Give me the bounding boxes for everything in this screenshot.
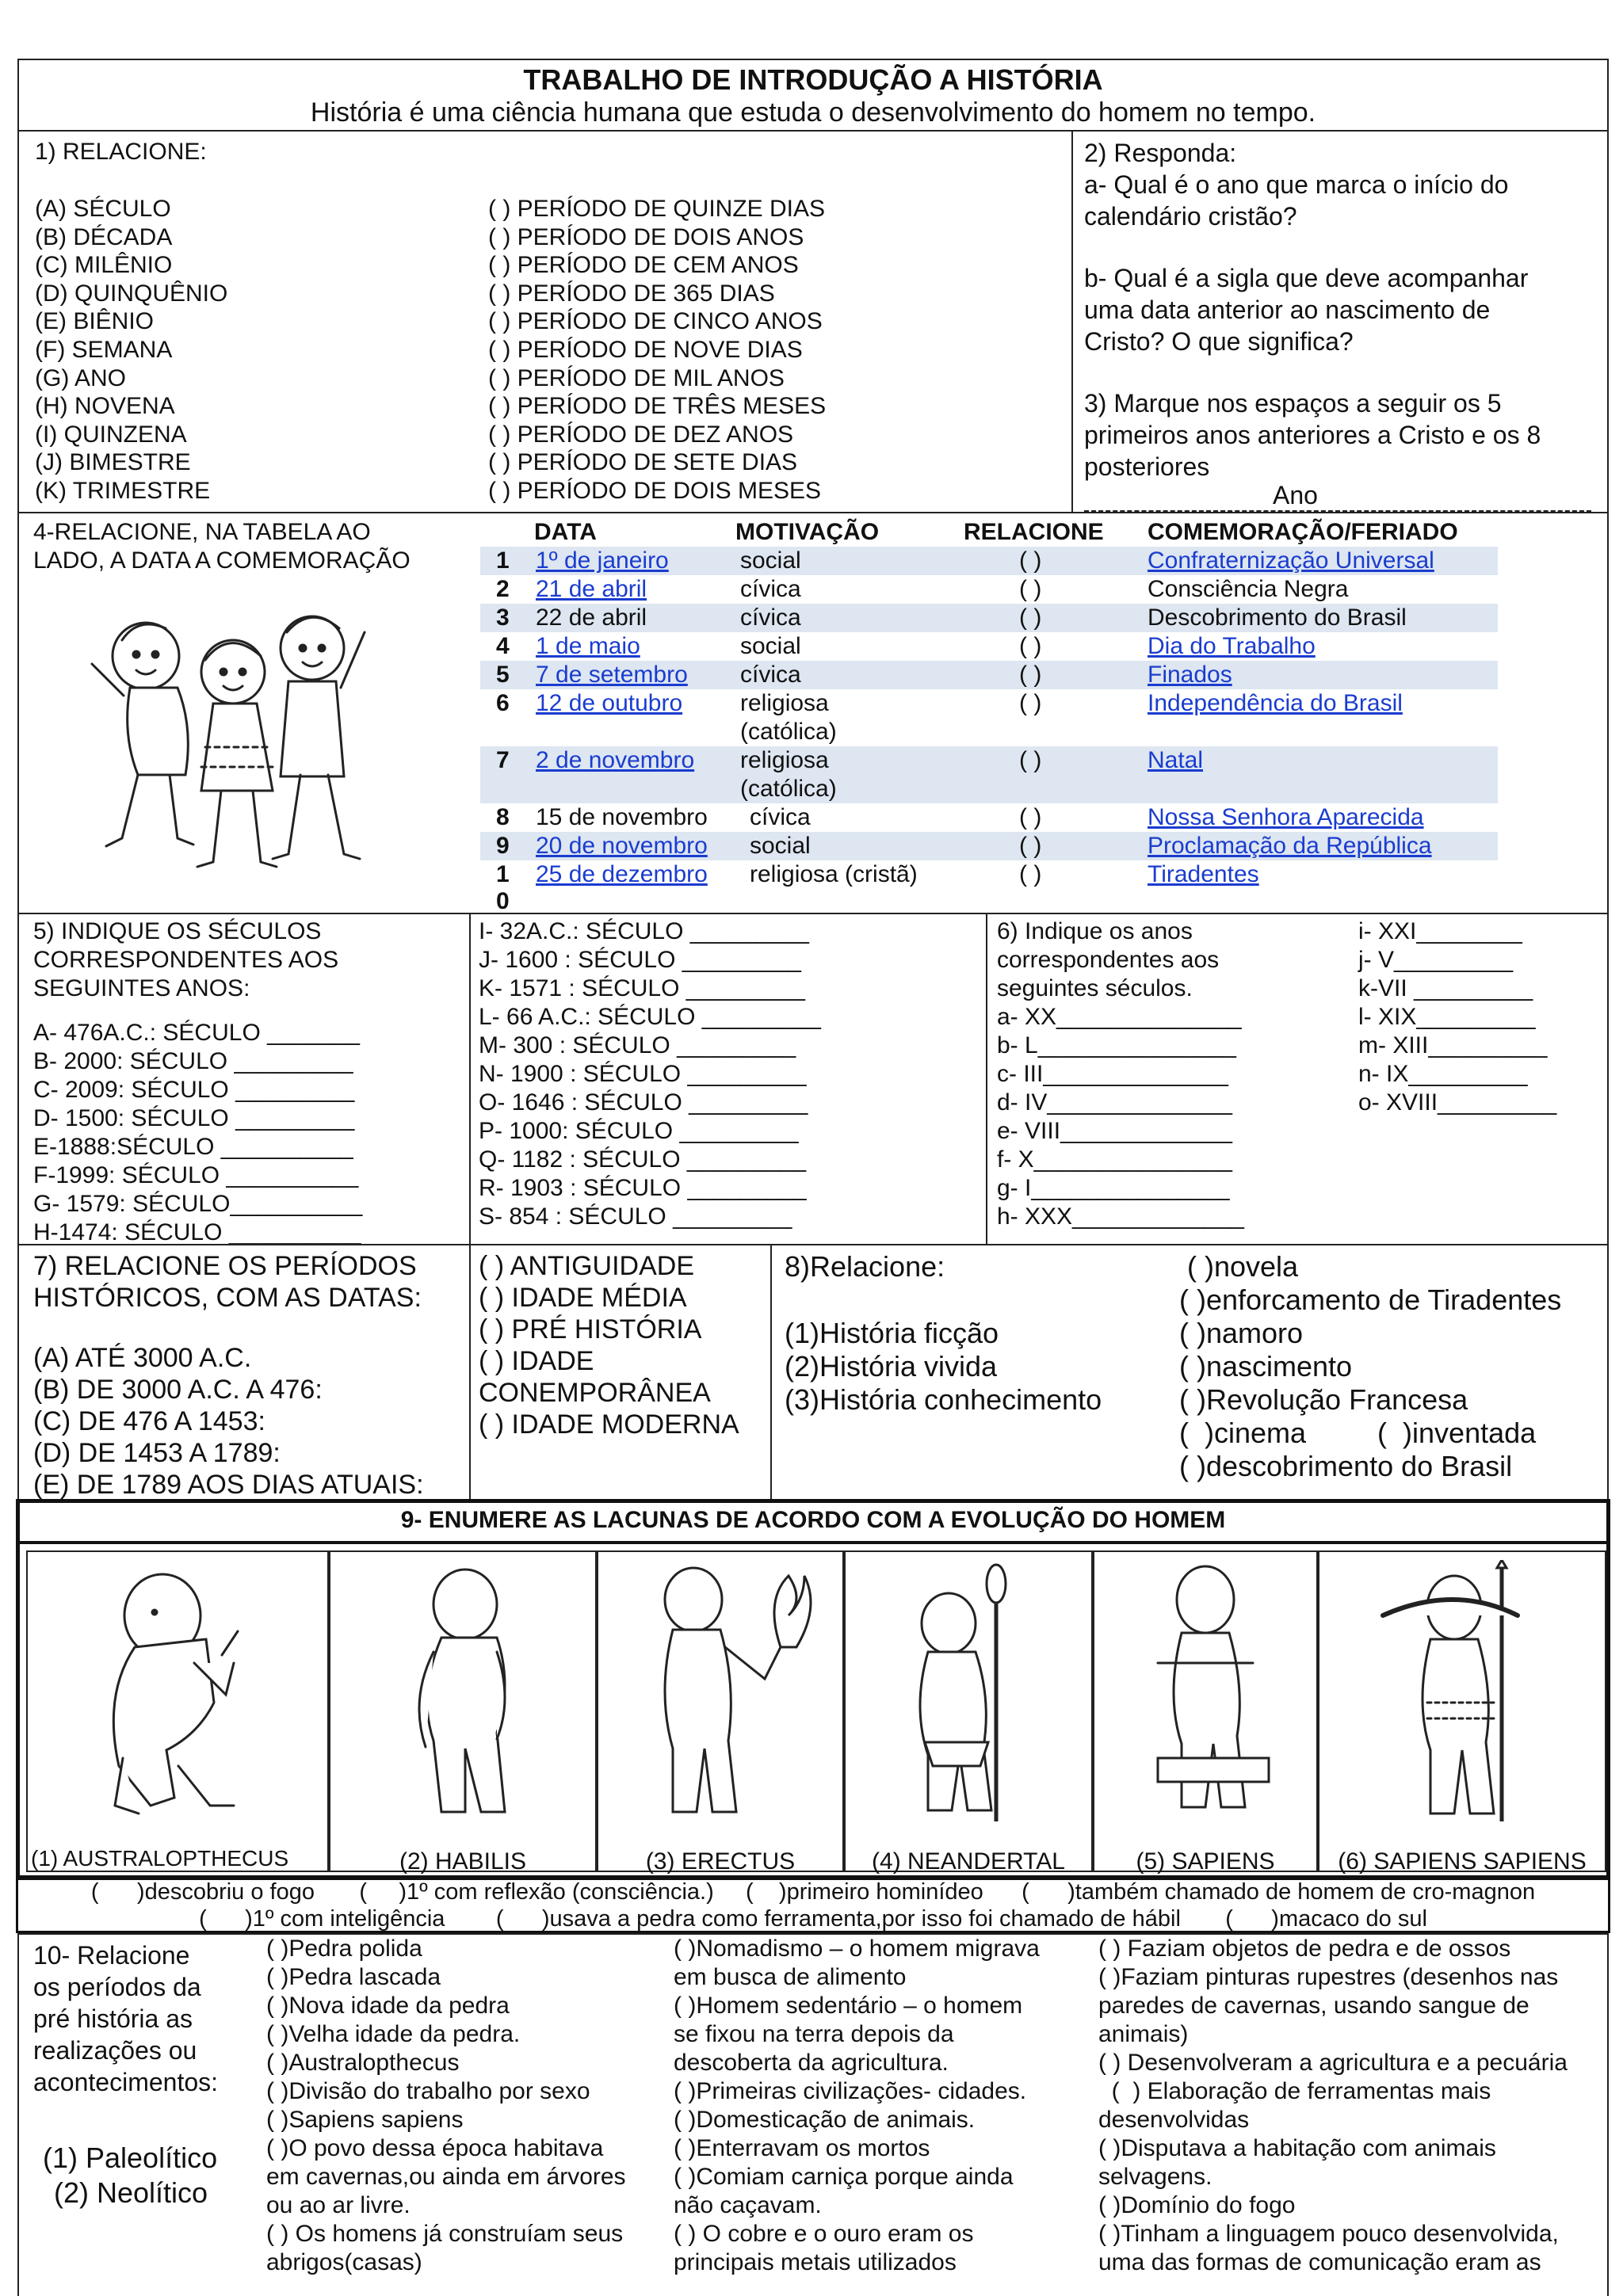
list-item[interactable]: B- 2000: SÉCULO _________ <box>33 1048 353 1074</box>
q7-q8-section <box>17 1244 1609 1501</box>
homo-sapiens-illustration <box>1110 1560 1308 1821</box>
list-item-cont: selvagens. <box>1098 2164 1212 2190</box>
evolution-cell <box>844 1550 1093 1872</box>
q5-title: CORRESPONDENTES AOS <box>33 947 339 973</box>
list-item[interactable]: J- 1600 : SÉCULO _________ <box>479 947 801 973</box>
list-item[interactable]: ( )Australopthecus <box>266 2050 460 2076</box>
list-item: (B) DÉCADA <box>35 223 173 250</box>
holiday-link[interactable]: Nossa Senhora Aparecida <box>1148 804 1424 830</box>
list-item[interactable]: Q- 1182 : SÉCULO _________ <box>479 1146 807 1173</box>
option-item[interactable]: ( )cinema ( )inventada <box>1179 1417 1537 1449</box>
q4-title: 4-RELACIONE, NA TABELA AO <box>33 519 371 545</box>
list-item[interactable]: ( ) PERÍODO DE MIL ANOS <box>488 364 785 391</box>
list-item: (3)História conhecimento <box>785 1383 1102 1416</box>
list-item[interactable]: ( )Nomadismo – o homem migrava <box>674 1936 1040 1962</box>
list-item[interactable]: ( ) PERÍODO DE TRÊS MESES <box>488 393 827 420</box>
list-item-cont: abrigos(casas) <box>266 2249 422 2275</box>
list-item[interactable]: A- 476A.C.: SÉCULO _______ <box>33 1020 360 1046</box>
children-playing-illustration <box>74 585 376 902</box>
list-item: (A) SÉCULO <box>35 196 171 222</box>
list-item[interactable]: ( )Nova idade da pedra <box>266 1993 510 2019</box>
list-item[interactable]: b- L_______________ <box>997 1032 1236 1058</box>
row-number: 6 <box>496 690 510 716</box>
q3-line: posteriores <box>1084 452 1210 481</box>
motivation: cívica <box>740 605 801 631</box>
list-item[interactable]: ( )Velha idade da pedra. <box>266 2021 521 2047</box>
divider <box>469 1245 471 1499</box>
q9-title: 9- ENUMERE AS LACUNAS DE ACORDO COM A EVOLUÇÃO DO HOMEM <box>400 1507 1226 1533</box>
q9-options-box <box>16 1878 1610 1933</box>
caption-sapiens-sapiens: (6) SAPIENS SAPIENS <box>1338 1848 1587 1875</box>
relate-blank[interactable]: ( ) <box>1019 747 1042 773</box>
option-item[interactable]: ( )namoro <box>1179 1317 1304 1349</box>
list-item: (E) BIÊNIO <box>35 308 155 335</box>
divider <box>1071 132 1073 512</box>
list-item-cont: principais metais utilizados <box>674 2249 957 2275</box>
list-item[interactable]: M- 300 : SÉCULO _________ <box>479 1032 796 1058</box>
option-item[interactable]: ( ) IDADE MÉDIA <box>479 1283 687 1313</box>
list-item-cont: animais) <box>1098 2021 1189 2047</box>
caption-sapiens: (5) SAPIENS <box>1136 1848 1275 1875</box>
holiday-link[interactable]: Confraternização Universal <box>1148 547 1434 574</box>
evolution-cell <box>597 1550 844 1872</box>
option-item-cont: CONEMPORÂNEA <box>479 1378 711 1408</box>
list-item[interactable]: G- 1579: SÉCULO__________ <box>33 1191 363 1217</box>
q6-title: seguintes séculos. <box>997 975 1193 1001</box>
list-item[interactable]: D- 1500: SÉCULO _________ <box>33 1105 355 1131</box>
option-item[interactable]: ( )descobrimento do Brasil <box>1179 1450 1513 1482</box>
holiday-link[interactable]: Dia do Trabalho <box>1148 633 1316 659</box>
list-item[interactable]: ( )Divisão do trabalho por sexo <box>266 2078 590 2104</box>
list-item[interactable]: c- III______________ <box>997 1061 1228 1087</box>
list-item[interactable]: ( ) Faziam objetos de pedra e de ossos <box>1098 1936 1511 1962</box>
holiday-text: Consciência Negra <box>1148 576 1349 602</box>
date-link[interactable]: 21 de abril <box>536 576 647 602</box>
holiday-link[interactable]: Independência do Brasil <box>1148 690 1403 716</box>
list-item[interactable]: ( ) PERÍODO DE NOVE DIAS <box>488 337 803 363</box>
relate-blank[interactable]: ( ) <box>1019 861 1042 887</box>
q10-title: realizações ou <box>33 2036 197 2065</box>
list-item[interactable]: ( ) PERÍODO DE SETE DIAS <box>488 449 798 476</box>
date-text: 22 de abril <box>536 605 647 631</box>
list-item[interactable]: ( ) O cobre e o ouro eram os <box>674 2221 974 2247</box>
holiday-text: Descobrimento do Brasil <box>1148 605 1407 631</box>
list-item-cont: em busca de alimento <box>674 1964 907 1990</box>
list-item[interactable]: h- XXX_____________ <box>997 1203 1244 1230</box>
list-item-cont: em cavernas,ou ainda em árvores <box>266 2164 626 2190</box>
motivation: social <box>740 633 801 659</box>
q2-line: Cristo? O que significa? <box>1084 327 1354 356</box>
row-number: 1 <box>496 861 510 887</box>
list-item[interactable]: ( )Faziam pinturas rupestres (desenhos nas <box>1098 1964 1559 1990</box>
date-link[interactable]: 2 de novembro <box>536 747 695 773</box>
list-item[interactable]: ( ) PERÍODO DE DOIS ANOS <box>488 223 804 250</box>
motivation: cívica <box>740 662 801 688</box>
list-item[interactable]: i- XXI________ <box>1358 918 1522 944</box>
holiday-link[interactable]: Natal <box>1148 747 1204 773</box>
homo-habilis-illustration <box>378 1565 552 1826</box>
list-item[interactable]: ( )Comiam carniça porque ainda <box>674 2164 1014 2190</box>
motivation: religiosa (cristã) <box>750 861 918 887</box>
q6-title: correspondentes aos <box>997 947 1220 973</box>
row-number: 8 <box>496 804 510 830</box>
relate-blank[interactable]: ( ) <box>1019 804 1042 830</box>
date-link[interactable]: 7 de setembro <box>536 662 688 688</box>
holiday-link[interactable]: Finados <box>1148 662 1232 688</box>
q4-section <box>17 512 1609 914</box>
q3-line: 3) Marque nos espaços a seguir os 5 <box>1084 389 1502 418</box>
q2-line: 2) Responda: <box>1084 139 1237 167</box>
holiday-link[interactable]: Proclamação da República <box>1148 833 1432 859</box>
column-header: COMEMORAÇÃO/FERIADO <box>1148 519 1458 545</box>
list-item[interactable]: d- IV______________ <box>997 1089 1232 1116</box>
list-item[interactable]: o- XVIII_________ <box>1358 1089 1557 1116</box>
q10-title: pré história as <box>33 2004 193 2033</box>
list-item[interactable]: ( )Enterravam os mortos <box>674 2135 930 2161</box>
q1-title: 1) RELACIONE: <box>35 139 207 165</box>
list-item[interactable]: H-1474: SÉCULO __________ <box>33 1219 361 1245</box>
list-item[interactable]: ( ) PERÍODO DE QUINZE DIAS <box>488 196 826 222</box>
divider <box>469 914 471 1244</box>
q9-options-line[interactable]: ( )descobriu o fogo ( )1º com reflexão (consciência.) ( )primeiro hominídeo ( )também chamado de homem de cro-magnon <box>90 1879 1536 1905</box>
option-item[interactable]: ( ) PRÉ HISTÓRIA <box>479 1314 702 1344</box>
row-number: 1 <box>496 547 510 574</box>
evolution-cell <box>1093 1550 1318 1872</box>
option-item[interactable]: ( ) IDADE <box>479 1346 594 1376</box>
list-item: (I) QUINZENA <box>35 421 187 448</box>
evolution-cell <box>1318 1550 1606 1872</box>
row-number: 7 <box>496 747 510 773</box>
list-item[interactable]: ( )O povo dessa época habitava <box>266 2135 604 2161</box>
holiday-link[interactable]: Tiradentes <box>1148 861 1259 887</box>
motivation: social <box>740 547 801 574</box>
list-item[interactable]: m- XIII_________ <box>1358 1032 1548 1058</box>
option-item[interactable]: ( ) IDADE MODERNA <box>479 1409 739 1440</box>
list-item: (K) TRIMESTRE <box>35 478 211 504</box>
q7-title: 7) RELACIONE OS PERÍODOS <box>33 1251 417 1281</box>
caption-neandertal: (4) NEANDERTAL <box>872 1848 1065 1875</box>
q9-section <box>16 1499 1610 1879</box>
column-header: MOTIVAÇÃO <box>735 519 880 545</box>
option-item[interactable]: ( )Revolução Francesa <box>1179 1383 1468 1416</box>
q10-title: 10- Relacione <box>33 1941 190 1970</box>
divider <box>770 1245 772 1499</box>
q6-title: 6) Indique os anos <box>997 918 1193 944</box>
homo-erectus-illustration <box>622 1560 828 1821</box>
row-number: 2 <box>496 576 510 602</box>
motivation: cívica <box>750 804 811 830</box>
motivation-detail: (católica) <box>740 719 837 745</box>
motivation: religiosa <box>740 690 829 716</box>
q7-title: HISTÓRICOS, COM AS DATAS: <box>33 1283 422 1313</box>
list-item[interactable]: ( )Primeiras civilizações- cidades. <box>674 2078 1027 2104</box>
list-item: (J) BIMESTRE <box>35 449 191 476</box>
list-item-cont: paredes de cavernas, usando sangue de <box>1098 1993 1529 2019</box>
row-number: 5 <box>496 662 510 688</box>
list-item-cont: ou ao ar livre. <box>266 2192 411 2218</box>
relate-blank[interactable]: ( ) <box>1019 662 1042 688</box>
list-item[interactable]: ( ) PERÍODO DE CINCO ANOS <box>488 308 823 335</box>
q2-line: uma data anterior ao nascimento de <box>1084 296 1491 324</box>
caption-australopithecus: (1) AUSTRALOPTHECUS <box>31 1846 289 1871</box>
relate-blank[interactable]: ( ) <box>1019 547 1042 574</box>
period-item: (2) Neolítico <box>54 2176 208 2209</box>
list-item[interactable]: f- X_______________ <box>997 1146 1232 1173</box>
list-item[interactable]: ( )Sapiens sapiens <box>266 2107 464 2133</box>
q5-title: 5) INDIQUE OS SÉCULOS <box>33 918 322 944</box>
motivation: religiosa <box>740 747 829 773</box>
relate-blank[interactable]: ( ) <box>1019 633 1042 659</box>
list-item: (C) DE 476 A 1453: <box>33 1406 265 1436</box>
evolution-cell <box>26 1550 329 1872</box>
list-item[interactable]: k-VII _________ <box>1358 975 1533 1001</box>
motivation: cívica <box>740 576 801 602</box>
q10-title: os períodos da <box>33 1973 201 2001</box>
list-item: (A) ATÉ 3000 A.C. <box>33 1343 252 1373</box>
list-item[interactable]: K- 1571 : SÉCULO _________ <box>479 975 805 1001</box>
q9-options-line[interactable]: ( )1º com inteligência ( )usava a pedra como ferramenta,por isso foi chamado de hábil ( )macaco do sul <box>199 1906 1427 1932</box>
list-item: (G) ANO <box>35 364 127 391</box>
list-item[interactable]: n- IX_________ <box>1358 1061 1528 1087</box>
divider <box>986 914 987 1244</box>
q2-line: calendário cristão? <box>1084 202 1297 231</box>
list-item[interactable]: N- 1900 : SÉCULO _________ <box>479 1061 807 1087</box>
q4-title: LADO, A DATA A COMEMORAÇÃO <box>33 547 411 574</box>
list-item[interactable]: I- 32A.C.: SÉCULO _________ <box>479 918 809 944</box>
list-item: (C) MILÊNIO <box>35 252 173 279</box>
relate-blank[interactable]: ( ) <box>1019 605 1042 631</box>
q1-section <box>17 130 1609 513</box>
date-link[interactable]: 25 de dezembro <box>536 861 708 887</box>
option-item[interactable]: ( )novela <box>1187 1250 1299 1283</box>
row-number: 4 <box>496 633 510 659</box>
list-item[interactable]: S- 854 : SÉCULO _________ <box>479 1203 792 1230</box>
evolution-cell <box>329 1550 597 1872</box>
neanderthal-illustration <box>869 1560 1075 1821</box>
list-item[interactable]: F-1999: SÉCULO __________ <box>33 1162 359 1188</box>
list-item[interactable]: a- XX______________ <box>997 1004 1242 1030</box>
list-item[interactable]: R- 1903 : SÉCULO _________ <box>479 1175 807 1201</box>
list-item[interactable]: C- 2009: SÉCULO _________ <box>33 1077 355 1103</box>
date-text: 15 de novembro <box>536 804 708 830</box>
list-item[interactable]: ( )Homem sedentário – o homem <box>674 1993 1023 2019</box>
date-link[interactable]: 12 de outubro <box>536 690 683 716</box>
list-item: (D) QUINQUÊNIO <box>35 280 228 307</box>
option-item[interactable]: ( )nascimento <box>1179 1350 1353 1383</box>
q5-title: SEGUINTES ANOS: <box>33 975 250 1001</box>
list-item[interactable]: ( )Tinham a linguagem pouco desenvolvida, <box>1098 2221 1559 2247</box>
list-item: (E) DE 1789 AOS DIAS ATUAIS: <box>33 1470 424 1500</box>
list-item[interactable]: ( ) PERÍODO DE DEZ ANOS <box>488 421 794 448</box>
page-title: TRABALHO DE INTRODUÇÃO A HISTÓRIA <box>523 63 1103 96</box>
list-item-cont: se fixou na terra depois da <box>674 2021 954 2047</box>
list-item-cont: não caçavam. <box>674 2192 822 2218</box>
row-number-second-line: 0 <box>496 888 510 914</box>
list-item[interactable]: ( )Pedra polida <box>266 1936 422 1962</box>
list-item[interactable]: ( )Domínio do fogo <box>1098 2192 1296 2218</box>
list-item[interactable]: ( )Domesticação de animais. <box>674 2107 976 2133</box>
list-item[interactable]: ( ) PERÍODO DE CEM ANOS <box>488 252 799 279</box>
list-item[interactable]: ( ) Desenvolveram a agricultura e a pecuária <box>1098 2050 1568 2076</box>
q2-line: a- Qual é o ano que marca o início do <box>1084 170 1509 199</box>
q8-title: 8)Relacione: <box>785 1250 945 1283</box>
list-item[interactable]: P- 1000: SÉCULO _________ <box>479 1118 799 1144</box>
list-item[interactable]: ( )Pedra lascada <box>266 1964 441 1990</box>
list-item: (2)História vivida <box>785 1350 998 1383</box>
australopithecus-illustration <box>59 1560 297 1821</box>
date-link[interactable]: 1º de janeiro <box>536 547 669 574</box>
column-header: RELACIONE <box>964 519 1104 545</box>
list-item: (H) NOVENA <box>35 393 175 420</box>
period-item: (1) Paleolítico <box>43 2142 218 2174</box>
q5-q6-section <box>17 913 1609 1245</box>
header-section <box>17 59 1609 132</box>
list-item: (B) DE 3000 A.C. A 476: <box>33 1375 323 1405</box>
divider <box>20 1541 1606 1544</box>
list-item[interactable]: ( )Disputava a habitação com animais <box>1098 2135 1496 2161</box>
motivation: social <box>750 833 811 859</box>
list-item[interactable]: ( ) PERÍODO DE 365 DIAS <box>488 280 775 307</box>
row-number: 9 <box>496 833 510 859</box>
relate-blank[interactable]: ( ) <box>1019 690 1042 716</box>
list-item-cont: descoberta da agricultura. <box>674 2050 949 2076</box>
relate-blank[interactable]: ( ) <box>1019 576 1042 602</box>
row-number: 3 <box>496 605 510 631</box>
list-item-cont: desenvolvidas <box>1098 2107 1250 2133</box>
list-item[interactable]: L- 66 A.C.: SÉCULO _________ <box>479 1004 821 1030</box>
q10-title: acontecimentos: <box>33 2068 219 2096</box>
list-item[interactable]: O- 1646 : SÉCULO _________ <box>479 1089 808 1116</box>
date-link[interactable]: 20 de novembro <box>536 833 708 859</box>
relate-blank[interactable]: ( ) <box>1019 833 1042 859</box>
list-item: (F) SEMANA <box>35 337 173 363</box>
page-subtitle: História é uma ciência humana que estuda o desenvolvimento do homem no tempo. <box>310 97 1316 128</box>
list-item[interactable]: ( ) Elaboração de ferramentas mais <box>1098 2078 1491 2104</box>
list-item: (1)História ficção <box>785 1317 999 1349</box>
column-header: DATA <box>534 519 597 545</box>
q3-line: primeiros anos anteriores a Cristo e os 8 <box>1084 421 1541 449</box>
ano-label: Ano <box>1273 481 1318 509</box>
list-item[interactable]: e- VIII_____________ <box>997 1118 1232 1144</box>
list-item[interactable]: ( ) Os homens já construíam seus <box>266 2221 624 2247</box>
list-item: (D) DE 1453 A 1789: <box>33 1438 281 1468</box>
list-item-cont: uma das formas de comunicação eram as <box>1098 2249 1541 2275</box>
list-item[interactable]: ( ) PERÍODO DE DOIS MESES <box>488 478 822 504</box>
motivation-detail: (católica) <box>740 776 837 802</box>
list-item[interactable]: l- XIX_________ <box>1358 1004 1536 1030</box>
date-link[interactable]: 1 de maio <box>536 633 640 659</box>
q10-section <box>17 1933 1609 2296</box>
homo-sapiens-sapiens-illustration <box>1351 1560 1573 1821</box>
option-item[interactable]: ( ) ANTIGUIDADE <box>479 1251 695 1281</box>
q2-line: b- Qual é a sigla que deve acompanhar <box>1084 264 1529 292</box>
caption-habilis: (2) HABILIS <box>399 1848 527 1875</box>
list-item[interactable]: j- V_________ <box>1358 947 1514 973</box>
list-item[interactable]: E-1888:SÉCULO __________ <box>33 1134 353 1160</box>
caption-erectus: (3) ERECTUS <box>645 1848 796 1875</box>
option-item[interactable]: ( )enforcamento de Tiradentes <box>1179 1283 1562 1316</box>
list-item[interactable]: g- I_______________ <box>997 1175 1230 1201</box>
